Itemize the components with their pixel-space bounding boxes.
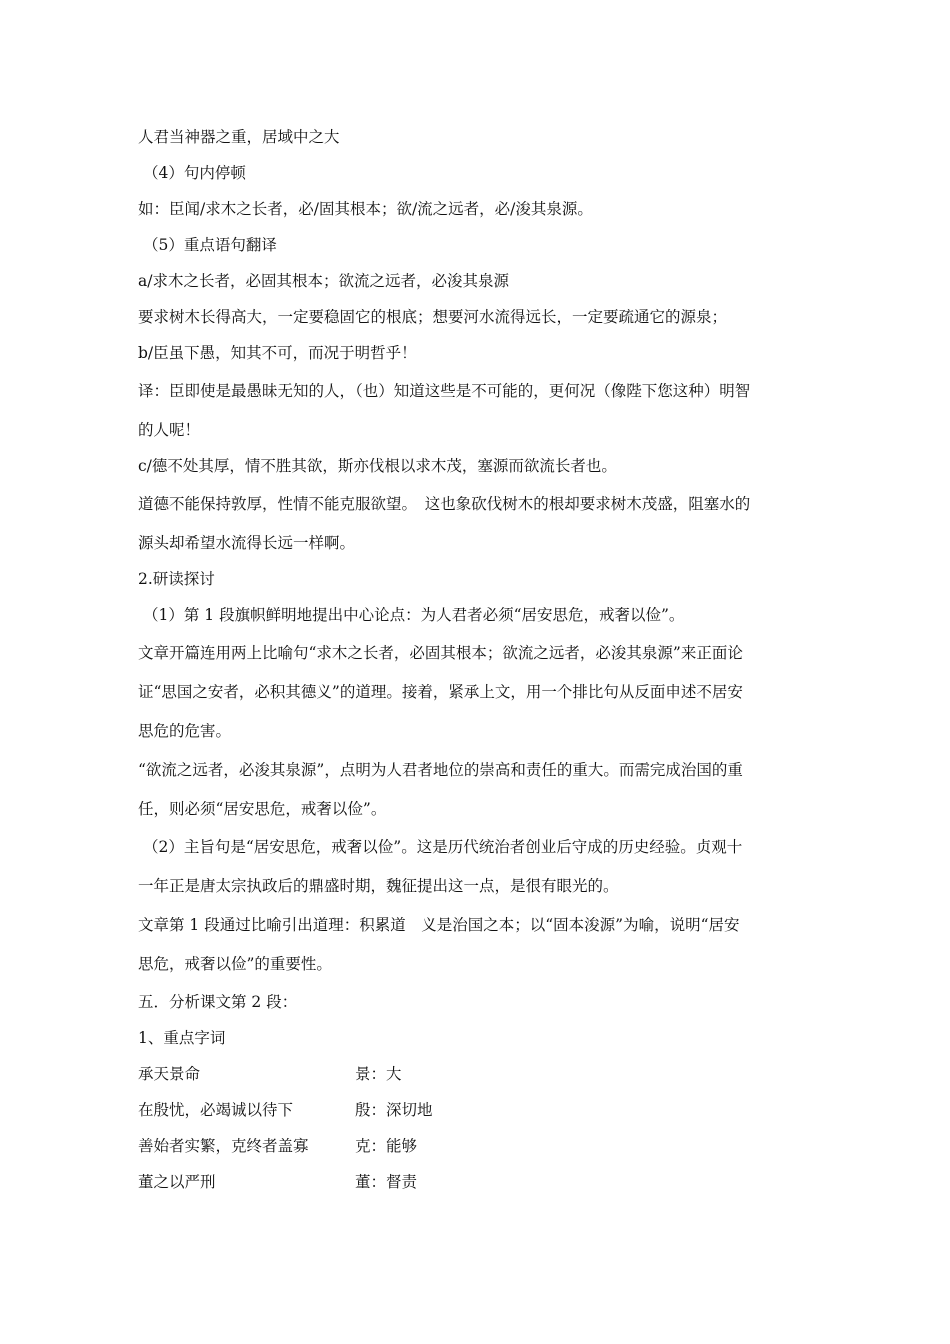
vocab-gloss: 克：能够 <box>355 1137 418 1155</box>
section-heading: （4）句内停顿 <box>143 164 246 182</box>
vocab-gloss: 董：督责 <box>355 1173 418 1191</box>
text-line: （1）第 1 段旗帜鲜明地提出中心论点：为人君者必须“居安思危，戒奢以俭”。 <box>143 606 685 624</box>
text-line: 文章第 1 段通过比喻引出道理：积累道 义是治国之本；以“固本浚源”为喻，说明“居安 <box>138 916 740 934</box>
text-line: （2）主旨句是“居安思危，戒奢以俭”。这是历代统治者创业后守成的历史经验。贞观十 <box>143 838 743 856</box>
section-heading: 2.研读探讨 <box>138 570 215 588</box>
text-line: b/臣虽下愚，知其不可，而况于明哲乎！ <box>138 344 417 362</box>
text-line: c/德不处其厚，情不胜其欲，斯亦伐根以求木茂，塞源而欲流长者也。 <box>138 457 617 475</box>
text-line: 任，则必须“居安思危，戒奢以俭”。 <box>138 800 387 818</box>
text-line: “欲流之远者，必浚其泉源”，点明为人君者地位的崇高和责任的重大。而需完成治国的重 <box>138 761 743 779</box>
section-heading: （5）重点语句翻译 <box>143 236 277 254</box>
text-line: 源头却希望水流得长远一样啊。 <box>138 534 356 552</box>
vocab-gloss: 景：大 <box>355 1065 402 1083</box>
text-line: 思危，戒奢以俭”的重要性。 <box>138 955 332 973</box>
text-line: 译：臣即使是最愚昧无知的人，（也）知道这些是不可能的，更何况（像陛下您这种）明智 <box>138 382 751 400</box>
text-line: 如：臣闻/求木之长者，必/固其根本；欲/流之远者，必/浚其泉源。 <box>138 200 593 218</box>
vocab-phrase: 在殷忧，必竭诚以待下 <box>138 1101 294 1119</box>
text-line: 要求树木长得高大，一定要稳固它的根底；想要河水流得远长，一定要疏通它的源泉； <box>138 308 728 326</box>
text-line: 人君当神器之重，居域中之大 <box>138 128 340 146</box>
section-heading: 五．分析课文第 2 段： <box>138 993 298 1011</box>
text-line: 文章开篇连用两上比喻句“求木之长者，必固其根本；欲流之远者，必浚其泉源”来正面论 <box>138 644 743 662</box>
text-line: 思危的危害。 <box>138 722 232 740</box>
text-line: 一年正是唐太宗执政后的鼎盛时期，魏征提出这一点，是很有眼光的。 <box>138 877 619 895</box>
text-line: 道德不能保持敦厚，性情不能克服欲望。 这也象砍伐树木的根却要求树木茂盛，阻塞水的 <box>138 495 751 513</box>
vocab-phrase: 董之以严刑 <box>138 1173 216 1191</box>
vocab-phrase: 善始者实繁，克终者盖寡 <box>138 1137 309 1155</box>
vocab-phrase: 承天景命 <box>138 1065 201 1083</box>
text-line: 证“思国之安者，必积其德义”的道理。接着，紧承上文，用一个排比句从反面申述不居安 <box>138 683 743 701</box>
text-line: a/求木之长者，必固其根本；欲流之远者，必浚其泉源 <box>138 272 509 290</box>
text-line: 的人呢！ <box>138 421 201 439</box>
vocab-gloss: 殷：深切地 <box>355 1101 433 1119</box>
section-heading: 1、重点字词 <box>138 1029 226 1047</box>
